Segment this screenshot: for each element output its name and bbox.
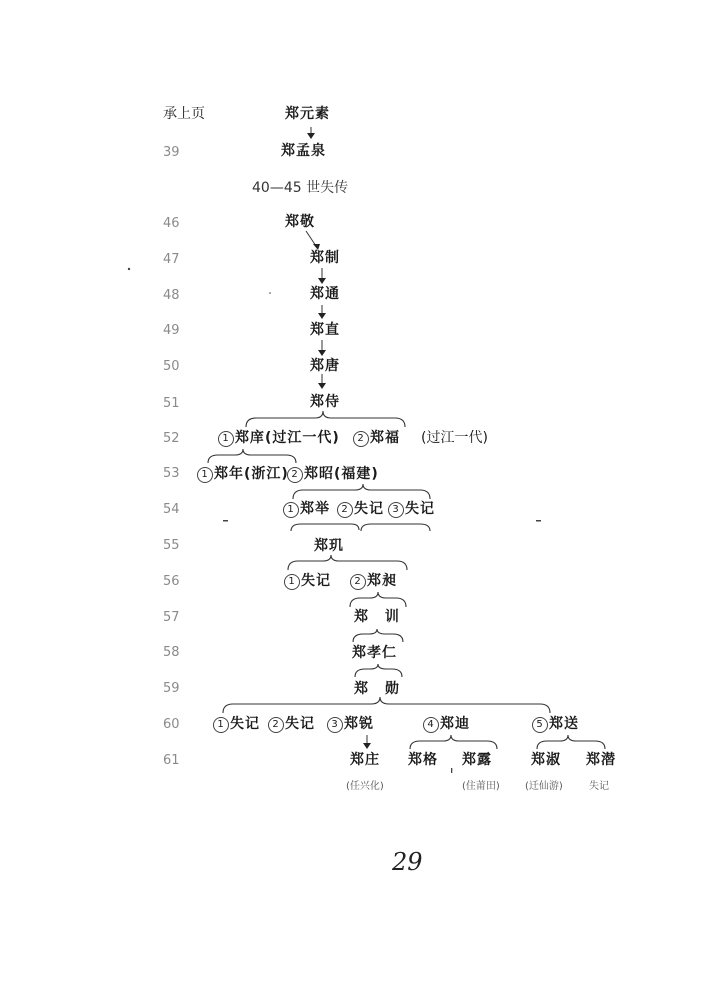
name: 郑送 (549, 716, 579, 732)
ancestor-g60-1 (213, 716, 260, 733)
gen-number: 50 (163, 359, 180, 374)
gen-number: 57 (163, 610, 180, 625)
gen-number: 61 (163, 753, 180, 768)
descendant-g61-c-note: (住莆田) (462, 781, 500, 792)
ancestor-g48: 郑通 (310, 286, 340, 302)
ancestor-g53-1 (197, 466, 289, 483)
ancestor-g60-4 (423, 716, 470, 733)
gen-number: 54 (163, 502, 180, 517)
gen-number: 55 (163, 538, 180, 553)
name: 失记 (301, 573, 331, 589)
start-ancestor: 郑元素 (285, 106, 330, 122)
gen-number: 39 (163, 145, 180, 160)
name: 郑庠(过江一代) (235, 430, 340, 446)
order-number: 1 (218, 431, 234, 447)
name: 郑举 (300, 501, 330, 517)
gen-number: 53 (163, 466, 180, 481)
ancestor-g56-2 (350, 573, 397, 590)
name: 郑昭(福建) (304, 466, 379, 482)
gen-number: 51 (163, 396, 180, 411)
ancestor-g58: 郑孝仁 (352, 645, 397, 661)
gen-number: 49 (163, 323, 180, 338)
name: 失记 (354, 501, 384, 517)
ancestor-g53-2 (287, 466, 379, 483)
descendant-g61-b: 郑格 (408, 752, 438, 768)
ancestor-g57: 郑 训 (354, 609, 405, 625)
gen-number: 58 (163, 645, 180, 660)
gen-number: 60 (163, 717, 180, 732)
continued-label: 承上页 (163, 106, 205, 122)
ancestor-g60-2 (268, 716, 315, 733)
order-number: 1 (284, 574, 300, 590)
order-number: 2 (353, 431, 369, 447)
gen-number: 48 (163, 288, 180, 303)
ancestor-g50: 郑唐 (310, 358, 340, 374)
name: 郑福 (370, 430, 400, 446)
descendant-g61-e: 郑潜 (586, 752, 616, 768)
descendant-g61-a: 郑庄 (350, 752, 380, 768)
ancestor-g54-2 (337, 501, 384, 518)
name: 失记 (285, 716, 315, 732)
order-number: 2 (337, 502, 353, 518)
name: 郑锐 (344, 716, 374, 732)
gen-number: 46 (163, 216, 180, 231)
lost-generations-note: 40—45 世失传 (252, 180, 349, 196)
ancestor-g59: 郑 勋 (354, 681, 405, 697)
ancestor-g52-1 (218, 430, 340, 447)
order-number: 3 (388, 502, 404, 518)
order-number: 2 (287, 467, 303, 483)
ancestor-g60-5 (532, 716, 579, 733)
order-number: 1 (213, 717, 229, 733)
gen-number: 47 (163, 252, 180, 267)
descendant-g61-e-note: 失记 (589, 781, 609, 792)
name: 郑年(浙江) (214, 466, 289, 482)
descendant-g61-c: 郑露 (462, 752, 492, 768)
order-number: 2 (350, 574, 366, 590)
order-number: 1 (283, 502, 299, 518)
order-number: 4 (423, 717, 439, 733)
order-number: 5 (532, 717, 548, 733)
order-number: 3 (327, 717, 343, 733)
ancestor-g52-2 (353, 430, 400, 447)
ancestor-g60-3 (327, 716, 374, 733)
page-number: 29 (392, 848, 423, 876)
ancestor-g54-3 (388, 501, 435, 518)
order-number: 1 (197, 467, 213, 483)
gen-number: 59 (163, 681, 180, 696)
ancestor-g54-1 (283, 501, 330, 518)
ancestor-g46: 郑敬 (285, 214, 315, 230)
ancestor-g39: 郑孟泉 (281, 143, 326, 159)
order-number: 2 (268, 717, 284, 733)
descendant-g61-d-note: (迁仙游) (525, 781, 563, 792)
name: 郑迪 (440, 716, 470, 732)
gen-number: 56 (163, 574, 180, 589)
ancestor-g51: 郑侍 (310, 394, 340, 410)
name: 郑昶 (367, 573, 397, 589)
ancestor-g55: 郑玑 (314, 538, 344, 554)
name: 失记 (230, 716, 260, 732)
ancestor-g49: 郑直 (310, 322, 340, 338)
descendant-g61-a-note: (任兴化) (346, 781, 384, 792)
ancestor-g56-1 (284, 573, 331, 590)
ancestor-g47: 郑制 (310, 250, 340, 266)
gen-number: 52 (163, 431, 180, 446)
ancestor-g52-2-note: (过江一代) (421, 430, 488, 446)
name: 失记 (405, 501, 435, 517)
descendant-g61-d: 郑淑 (531, 752, 561, 768)
